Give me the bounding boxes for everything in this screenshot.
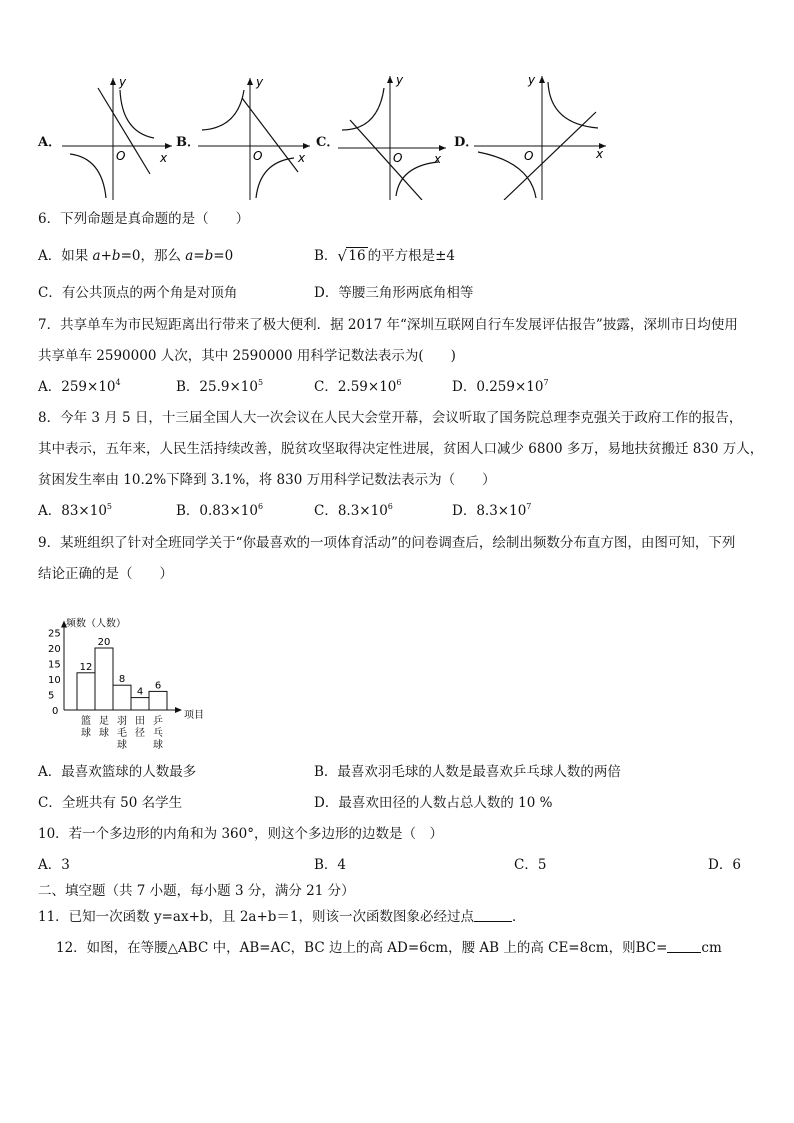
q9-option-d: D．最喜欢田径的人数占总人数的 10 % <box>314 795 553 811</box>
histogram-bar <box>131 698 149 710</box>
category-label: 足 <box>99 716 109 727</box>
q11: 11．已知一次函数 y=ax+b，且 2a+b＝1，则该一次函数图象必经过点 ． <box>38 909 526 925</box>
histogram-bar <box>77 673 95 710</box>
q7-option-c: C．$2.59\times 10^6$ <box>314 378 402 395</box>
q7-option-b: B．$25.9\times 10^5$ <box>176 378 264 395</box>
q7-option-a: A．$259\times 10^4$ <box>38 378 121 395</box>
y-tick-label: 5 <box>48 690 55 702</box>
category-label: 球 <box>153 740 163 751</box>
svg-text:y: y <box>256 75 264 89</box>
category-label: 乓 <box>153 728 163 739</box>
category-label: 田 <box>135 716 145 727</box>
q9-option-b: B．最喜欢羽毛球的人数是最喜欢乒乓球人数的两倍 <box>314 764 621 780</box>
graph-b <box>198 72 310 200</box>
histogram-bar <box>95 648 113 710</box>
q9-line1: 9．某班组织了针对全班同学关于“你最喜欢的一项体育活动”的问卷调查后，绘制出频数分布直方图，由图可知，下列 <box>38 535 736 551</box>
svg-text:x: x <box>298 151 306 165</box>
sqrt-symbol: √ 16 <box>337 247 366 265</box>
category-label: 羽 <box>117 716 127 727</box>
category-label: 篮 <box>81 716 91 727</box>
q10-option-d: D．6 <box>708 857 741 873</box>
q8-line3: 贫困发生率由 10.2%下降到 3.1%，将 830 万用科学记数法表示为（ ） <box>38 472 496 488</box>
histogram-bar <box>113 685 131 710</box>
q9-option-c: C．全班共有 50 名学生 <box>38 795 183 811</box>
answer-blank[interactable] <box>474 911 512 922</box>
q6-option-a: A．如果 a+b=0，那么 a=b=0 <box>38 248 234 264</box>
q10-stem: 10．若一个多边形的内角和为 360°，则这个多边形的边数是（ ） <box>38 826 443 842</box>
option-a-label: A． <box>38 135 62 150</box>
svg-text:y: y <box>119 75 127 89</box>
option-c-label: C． <box>316 135 340 150</box>
q8-line1: 8．今年 3 月 5 日，十三届全国人大一次会议在人民大会堂开幕，会议听取了国务院总理李克强关于政府工作的报告， <box>38 410 743 426</box>
q12: 12．如图，在等腰△ABC 中，AB=AC，BC 边上的高 AD=6cm，腰 AB 上的高 CE=8cm，则BC= cm <box>56 940 722 956</box>
bar-value-label: 8 <box>118 674 126 686</box>
answer-blank[interactable] <box>667 942 701 953</box>
q10-option-a: A．3 <box>38 857 70 873</box>
svg-text:x: x <box>160 151 168 165</box>
svg-text:O: O <box>116 149 126 163</box>
bar-value-label: 6 <box>154 680 162 692</box>
y-tick-label: 20 <box>48 644 61 655</box>
svg-text:O: O <box>253 149 263 163</box>
category-label: 球 <box>81 728 91 739</box>
svg-text:O: O <box>393 151 403 165</box>
category-label: 乒 <box>153 716 163 727</box>
bar-value-label: 4 <box>136 686 144 698</box>
svg-text:y: y <box>396 73 404 87</box>
svg-text:y: y <box>528 73 536 87</box>
q8-option-c: C．$8.3\times 10^6$ <box>314 502 393 519</box>
q6-option-c: C．有公共顶点的两个角是对顶角 <box>38 285 238 301</box>
graph-c <box>338 70 446 200</box>
svg-text:x: x <box>596 147 604 161</box>
svg-text:x: x <box>434 152 442 166</box>
q7-line2: 共享单车 2590000 人次，其中 2590000 用科学记数法表示为( ) <box>38 348 456 364</box>
y-tick-label: 10 <box>48 675 61 686</box>
q8-option-b: B．$0.83\times 10^6$ <box>176 502 264 519</box>
y-axis-label: 频数（人数） <box>66 618 126 630</box>
x-axis-arrow <box>175 707 182 713</box>
histogram-bar <box>149 691 167 710</box>
category-label: 球 <box>117 740 127 751</box>
category-label: 径 <box>135 728 145 739</box>
q8-option-a: A．$83\times 10^5$ <box>38 502 113 519</box>
y-tick-label: 25 <box>48 628 61 640</box>
q10-option-c: C．5 <box>514 857 547 873</box>
svg-text:O: O <box>524 149 534 163</box>
q7-line1: 7．共享单车为市民短距离出行带来了极大便利．据 2017 年“深圳互联网自行车发展评估报告”披露，深圳市日均使用 <box>38 317 738 333</box>
bar-value-label: 12 <box>79 661 93 673</box>
bar-value-label: 20 <box>97 637 111 648</box>
section-heading: 二、填空题（共 7 小题，每小题 3 分，满分 21 分） <box>38 883 355 899</box>
graph-d <box>474 70 606 200</box>
q6-option-d: D．等腰三角形两底角相等 <box>314 285 474 301</box>
q10-option-b: B．4 <box>314 857 347 873</box>
q8-line2: 其中表示，五年来，人民生活持续改善，脱贫攻坚取得决定性进展，贫困人口减少 6800 多万，易地扶贫搬迁 830 万人， <box>38 441 764 457</box>
q9-line2: 结论正确的是（ ） <box>38 566 173 582</box>
y-tick-label: 15 <box>48 659 61 671</box>
category-label: 毛 <box>117 728 127 739</box>
option-d-label: D． <box>454 135 479 150</box>
q8-option-d: D．$8.3\times 10^7$ <box>452 502 532 519</box>
graph-a <box>62 72 172 200</box>
y-tick-label: 0 <box>52 706 59 717</box>
category-label: 球 <box>99 728 109 739</box>
q7-option-d: D．$0.259\times 10^7$ <box>452 378 549 395</box>
q9-option-a: A．最喜欢篮球的人数最多 <box>38 764 197 780</box>
histogram-chart <box>30 592 220 752</box>
q6-stem: 6．下列命题是真命题的是（ ） <box>38 211 250 227</box>
option-b-label: B． <box>176 135 200 150</box>
x-axis-label: 项目 <box>184 710 204 721</box>
q6-option-b: B． √ 16 的平方根是±4 <box>314 247 456 265</box>
